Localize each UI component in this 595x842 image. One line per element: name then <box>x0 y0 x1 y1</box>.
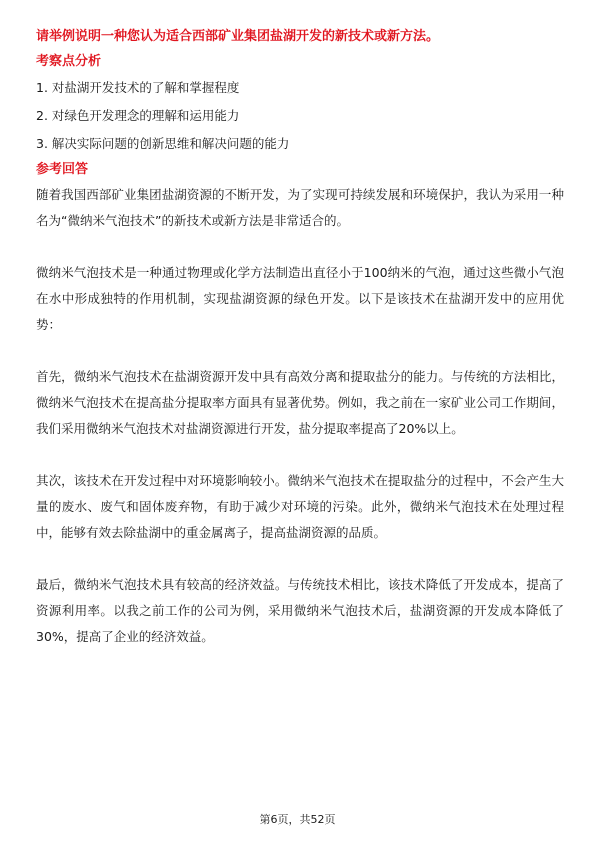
answer-paragraph: 首先，微纳米气泡技术在盐湖资源开发中具有高效分离和提取盐分的能力。与传统的方法相比，微纳米气泡技术在提高盐分提取率方面具有显著优势。例如，我之前在一家矿业公司工作期间，我们采用微纳米气泡技术对盐湖资源进行开发，盐分提取率提高了20%以上。 <box>36 369 564 436</box>
answer-paragraph: 其次，该技术在开发过程中对环境影响较小。微纳米气泡技术在提取盐分的过程中，不会产生大量的废水、废气和固体废弃物，有助于减少对环境的污染。此外，微纳米气泡技术在处理过程中，能够有效去除盐湖中的重金属离子，提高盐湖资源的品质。 <box>36 473 564 540</box>
answer-paragraph: 随着我国西部矿业集团盐湖资源的不断开发，为了实现可持续发展和环境保护，我认为采用一种名为“微纳米气泡技术”的新技术或新方法是非常适合的。 <box>36 187 564 228</box>
paragraph-gap <box>36 234 564 260</box>
answer-paragraph: 微纳米气泡技术是一种通过物理或化学方法制造出直径小于100纳米的气泡，通过这些微小气泡在水中形成独特的作用机制，实现盐湖资源的绿色开发。以下是该技术在盐湖开发中的应用优势： <box>36 265 564 332</box>
paragraph-gap <box>36 546 564 572</box>
analysis-point: 1. 对盐湖开发技术的了解和掌握程度 <box>36 80 240 95</box>
answer-title: 参考回答 <box>36 162 89 177</box>
paragraph-gap <box>36 442 564 468</box>
document-page <box>36 26 564 650</box>
analysis-point: 3. 解决实际问题的创新思维和解决问题的能力 <box>36 136 290 151</box>
paragraph-gap <box>36 338 564 364</box>
question-heading: 请举例说明一种您认为适合西部矿业集团盐湖开发的新技术或新方法。 <box>36 29 440 44</box>
analysis-point: 2. 对绿色开发理念的理解和运用能力 <box>36 108 240 123</box>
page-indicator: 第6页，共52页 <box>259 813 336 826</box>
answer-paragraph: 最后，微纳米气泡技术具有较高的经济效益。与传统技术相比，该技术降低了开发成本，提高了资源利用率。以我之前工作的公司为例，采用微纳米气泡技术后，盐湖资源的开发成本降低了30%，提高了企业的经济效益。 <box>36 577 564 644</box>
analysis-title: 考察点分析 <box>36 54 102 69</box>
